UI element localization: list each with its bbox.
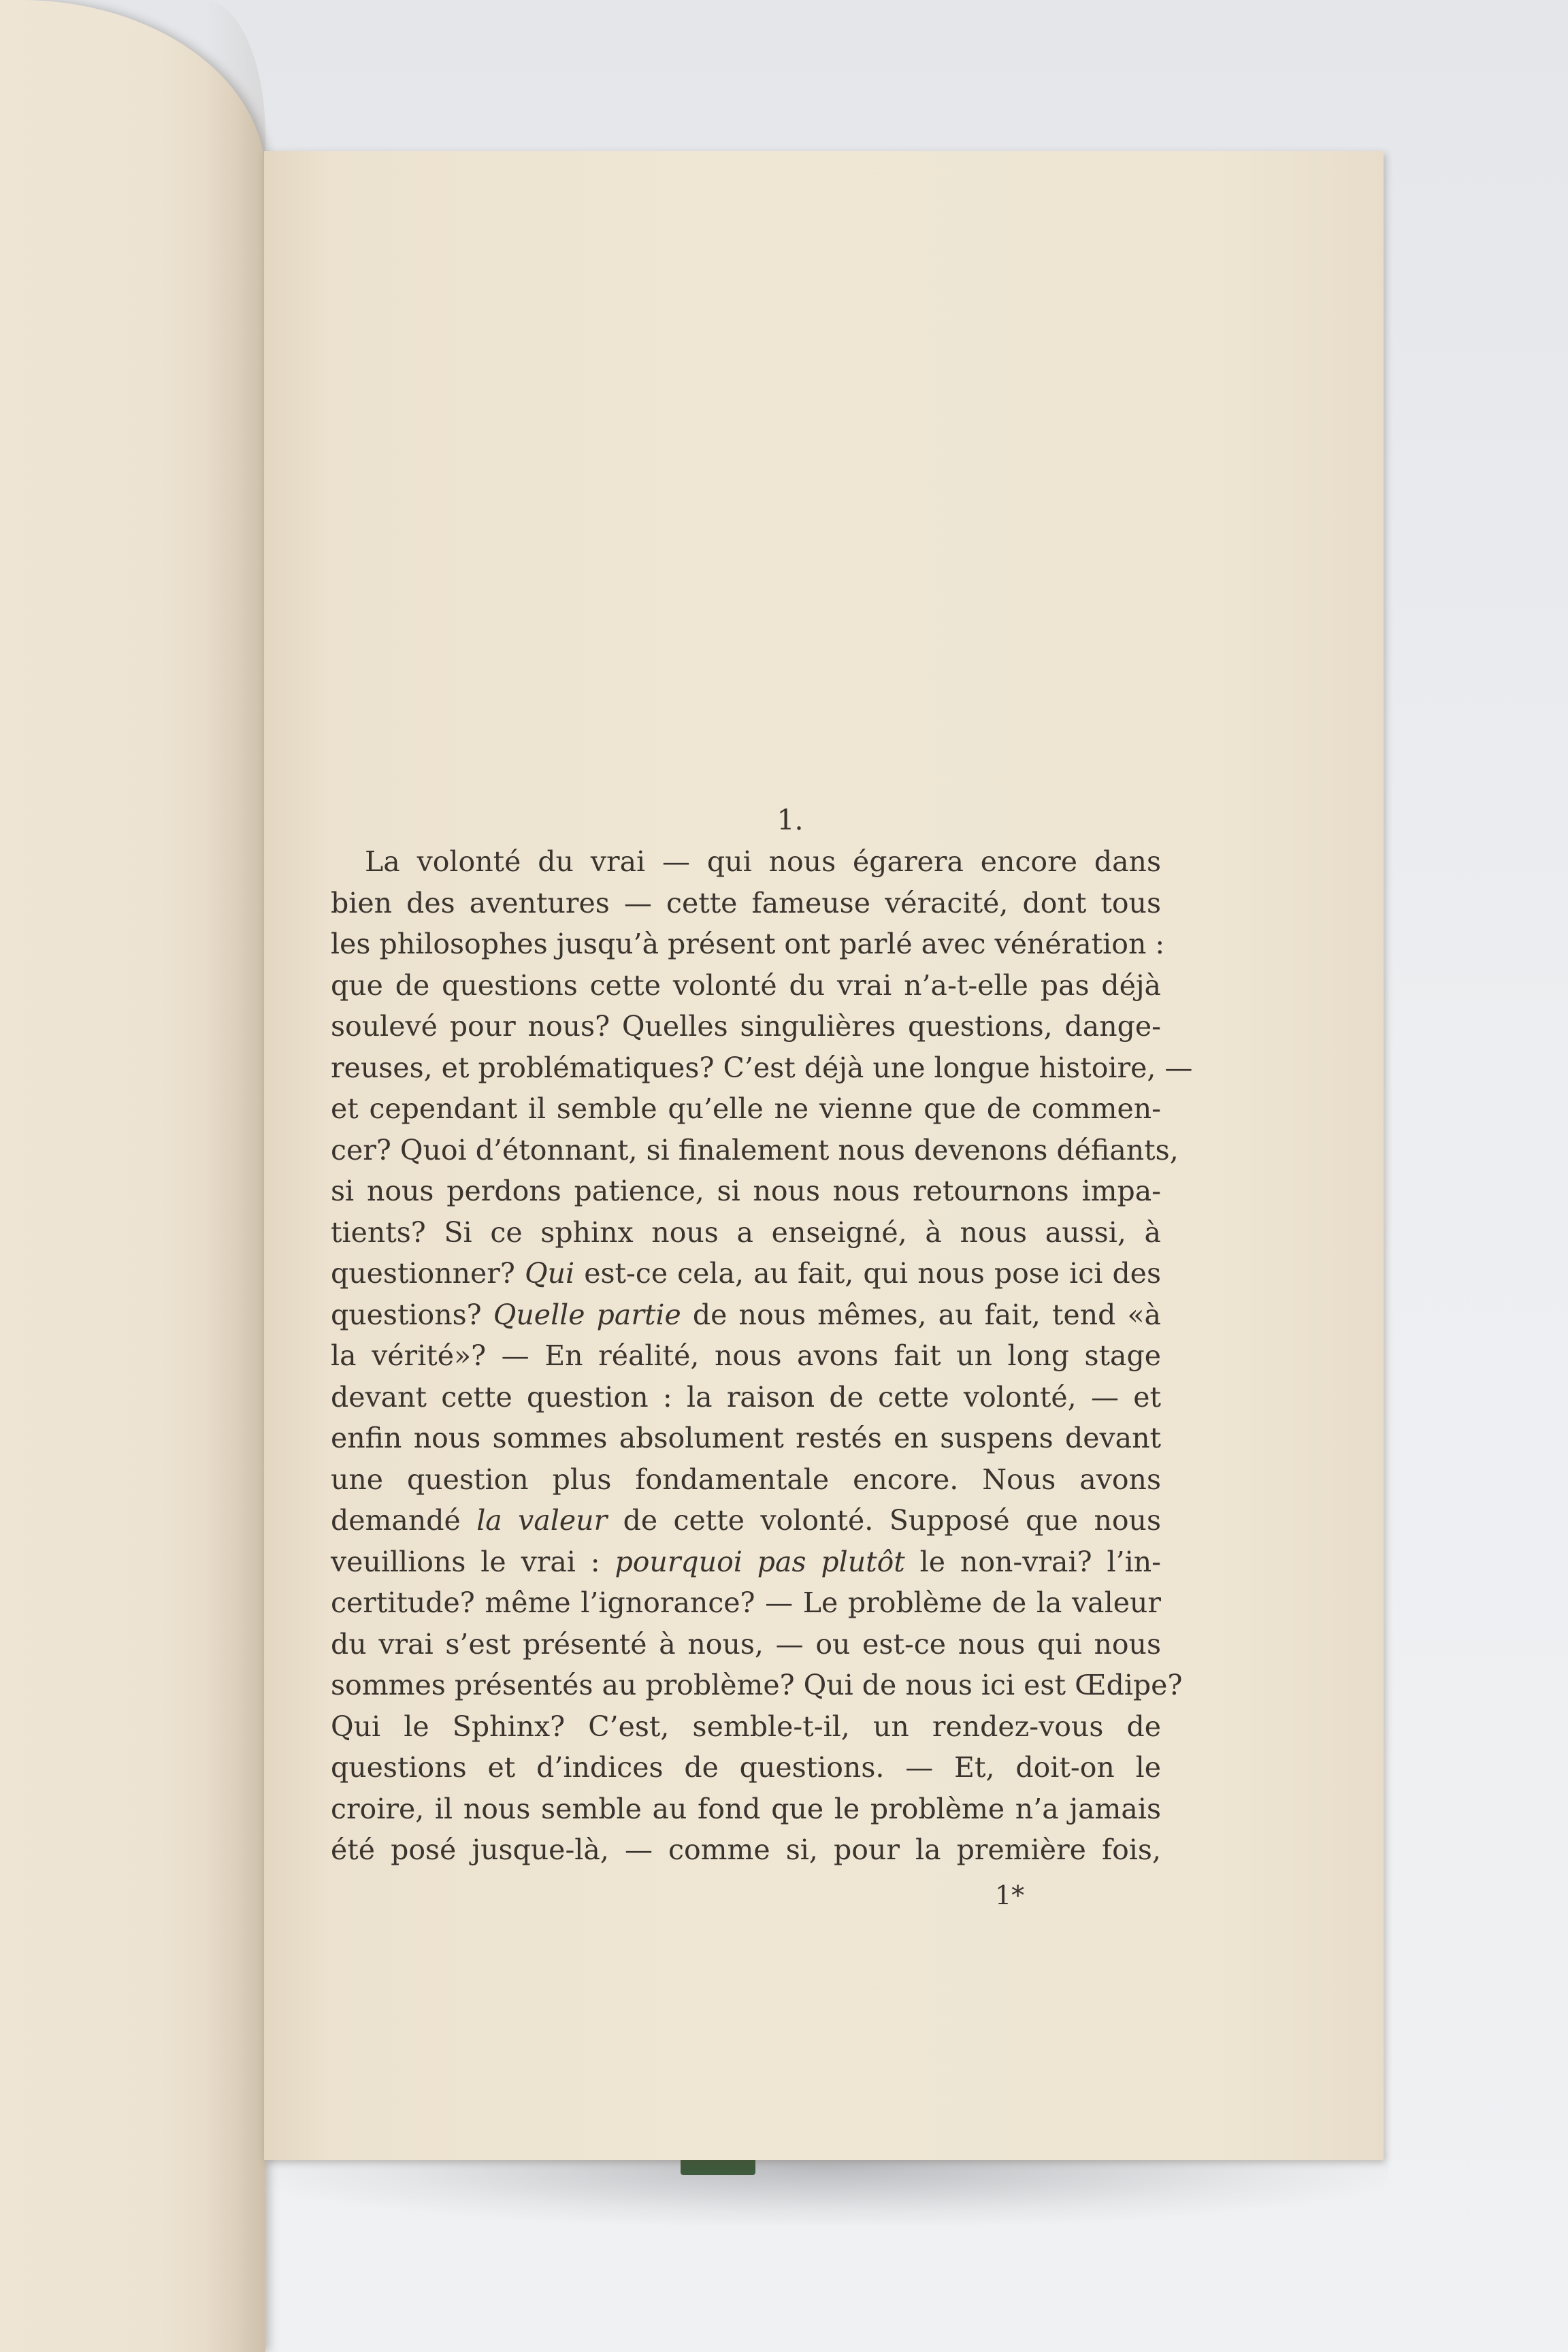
text-line: [331, 924, 1165, 965]
text-run: du vrai s’est présenté à nous, — ou est-ce nous qui nous: [331, 1627, 1161, 1661]
text-line: [331, 883, 1161, 924]
text-run: reuses, et problématiques? C’est déjà une longue histoire, —: [331, 1051, 1193, 1084]
text-run: croire, il nous semble au fond que le problème n’a jamais: [331, 1792, 1161, 1825]
text-line: [331, 1624, 1161, 1665]
text-line: [331, 1706, 1161, 1748]
text-line: [331, 1377, 1161, 1418]
text-run: veuillions le vrai :: [331, 1545, 615, 1578]
text-run: questionner?: [331, 1257, 525, 1290]
text-run: de cette volonté. Supposé que nous: [607, 1504, 1161, 1537]
text-line: [331, 1747, 1161, 1788]
section-number: 1.: [777, 804, 804, 836]
text-run: la vérité»? — En réalité, nous avons fait un long stage: [331, 1339, 1161, 1372]
italic-text: la valeur: [476, 1504, 608, 1537]
text-line: [331, 1665, 1183, 1706]
text-line: [331, 1171, 1161, 1212]
text-run: questions?: [331, 1298, 493, 1331]
text-run: si nous perdons patience, si nous nous retournons impa-: [331, 1175, 1161, 1207]
paragraph: [331, 841, 1193, 1871]
text-run: La volonté du vrai — qui nous égarera encore dans: [365, 845, 1161, 878]
text-run: Qui le Sphinx? C’est, semble-t-il, un rendez-vous de: [331, 1710, 1161, 1743]
left-page: [0, 0, 265, 2352]
text-run: soulevé pour nous? Quelles singulières questions, dange-: [331, 1010, 1161, 1043]
text-line: [331, 1212, 1161, 1254]
text-run: bien des aventures — cette fameuse véracité, dont tous: [331, 886, 1161, 919]
text-run: que de questions cette volonté du vrai n’a-t-elle pas déjà: [331, 968, 1161, 1002]
text-line: [331, 1130, 1179, 1171]
text-line: [331, 1335, 1161, 1377]
page-text-block: [331, 800, 1193, 1871]
text-run: sommes présentés au problème? Qui de nous ici est Œdipe?: [331, 1669, 1183, 1701]
text-run: de nous mêmes, au fait, tend «à: [681, 1298, 1161, 1331]
italic-text: pourquoi pas plutôt: [615, 1545, 905, 1578]
text-run: et cependant il semble qu’elle ne vienne que de commen-: [331, 1092, 1161, 1125]
text-line: [331, 1253, 1161, 1294]
text-run: une question plus fondamentale encore. Nous avons: [331, 1463, 1161, 1496]
text-line: [331, 1006, 1161, 1047]
text-run: été posé jusque-là, — comme si, pour la première fois,: [331, 1833, 1161, 1866]
text-run: devant cette question : la raison de cette volonté, — et: [331, 1380, 1161, 1414]
text-run: certitude? même l’ignorance? — Le problème de la valeur: [331, 1586, 1161, 1619]
text-line: [331, 1541, 1161, 1583]
text-run: demandé: [331, 1504, 477, 1537]
text-line: [331, 1047, 1193, 1089]
text-line: [331, 1418, 1161, 1459]
text-line: [331, 1459, 1161, 1501]
text-run: le non-vrai? l’in-: [904, 1545, 1161, 1578]
text-line: [331, 841, 1161, 883]
text-line: [331, 1500, 1161, 1541]
text-line: [331, 1294, 1161, 1336]
text-line: [331, 1829, 1161, 1871]
text-line: [331, 1788, 1161, 1830]
text-run: est-ce cela, au fait, qui nous pose ici des: [574, 1257, 1161, 1290]
signature-mark: 1*: [995, 1880, 1025, 1910]
text-run: enfin nous sommes absolument restés en suspens devant: [331, 1422, 1161, 1454]
text-run: questions et d’indices de questions. — Et, doit-on le: [331, 1751, 1161, 1784]
italic-text: Quelle partie: [493, 1298, 681, 1331]
text-line: [331, 1582, 1161, 1624]
text-line: [331, 1088, 1161, 1130]
left-page-curl: [204, 0, 265, 2352]
text-run: les philosophes jusqu’à présent ont parlé avec vénération :: [331, 928, 1165, 960]
text-run: cer? Quoi d’étonnant, si finalement nous devenons défiants,: [331, 1133, 1179, 1166]
italic-text: Qui: [524, 1257, 575, 1290]
text-line: [331, 965, 1161, 1007]
text-run: tients? Si ce sphinx nous a enseigné, à nous aussi, à: [331, 1215, 1161, 1249]
